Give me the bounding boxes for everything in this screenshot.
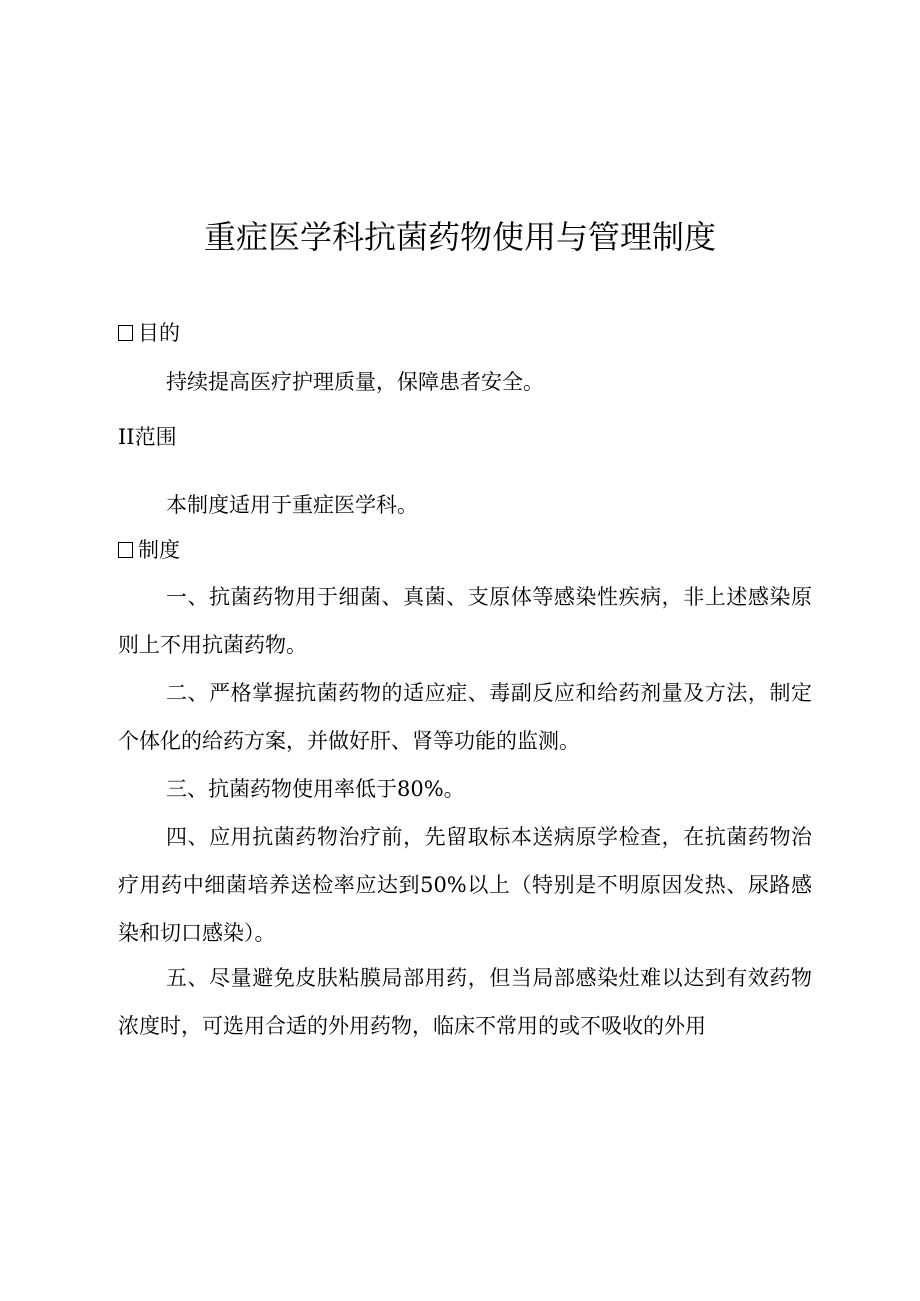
- checkbox-icon: [118, 542, 133, 558]
- section-heading-label: II范围: [118, 425, 177, 449]
- paragraph-purpose: 持续提高医疗护理质量，保障患者安全。: [166, 370, 544, 394]
- policy-item-4: 四、应用抗菌药物治疗前，先留取标本送病原学检查，在抗菌药物治疗用药中细菌培养送检率应达到50%以上（特别是不明原因发热、尿路感染和切口感染）。: [118, 825, 812, 945]
- policy-item-2: 二、严格掌握抗菌药物的适应症、毒副反应和给药剂量及方法，制定个体化的给药方案，并做好肝、肾等功能的监测。: [118, 681, 812, 753]
- paragraph-scope: 本制度适用于重症医学科。: [166, 493, 418, 517]
- policy-item-5: 五、尽量避免皮肤粘膜局部用药，但当局部感染灶难以达到有效药物浓度时，可选用合适的外用药物，临床不常用的或不吸收的外用: [118, 966, 812, 1038]
- policy-item-1: 一、抗菌药物用于细菌、真菌、支原体等感染性疾病，非上述感染原则上不用抗菌药物。: [118, 585, 812, 657]
- document-title: 重症医学科抗菌药物使用与管理制度: [203, 218, 716, 256]
- checkbox-icon: [118, 325, 133, 341]
- policy-item-3: 三、抗菌药物使用率低于80%。: [166, 777, 465, 801]
- section-heading-policy: [118, 535, 180, 565]
- section-heading-label: 制度: [138, 538, 180, 562]
- section-heading-scope: [118, 422, 177, 452]
- section-heading-label: 目的: [138, 321, 180, 345]
- section-heading-purpose: [118, 318, 180, 348]
